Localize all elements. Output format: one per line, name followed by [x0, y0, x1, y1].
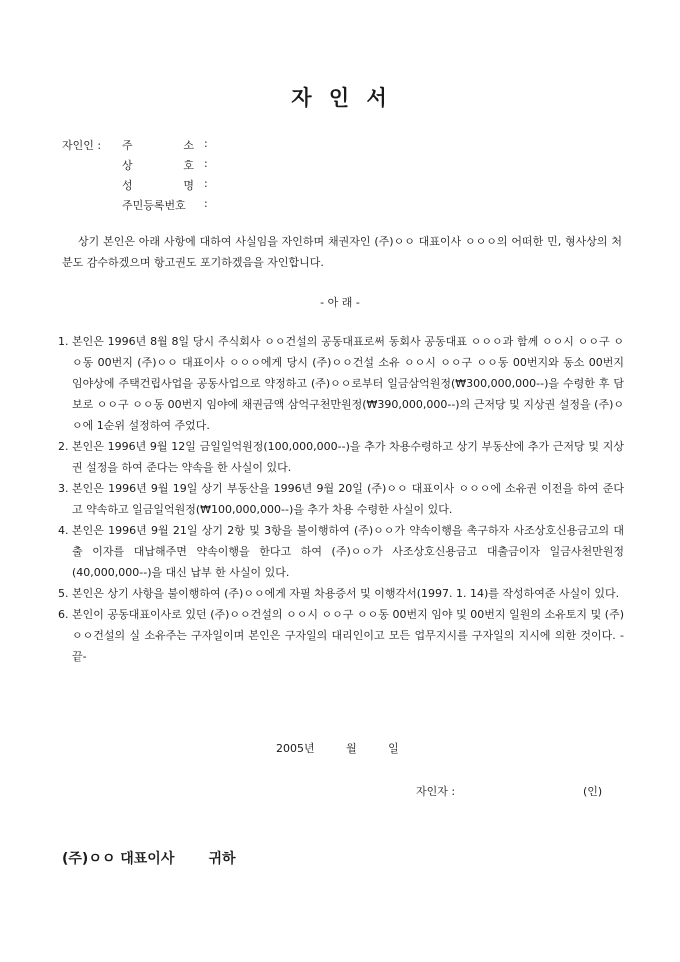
list-item [58, 331, 624, 436]
field-name-colon: : [204, 177, 208, 190]
item-text: 본인은 1996년 8월 8일 당시 주식회사 ㅇㅇ건설의 공동대표로써 동회사 공동대표 ㅇㅇㅇ과 함께 ㅇㅇ시 ㅇㅇ구 ㅇㅇ동 00번지 (주)ㅇㅇ 대표이사 ㅇㅇㅇ에게 당시 (주)ㅇㅇ건설 소유 ㅇㅇ시 ㅇㅇ구 ㅇㅇ동 00번지와 동소 00번지 임야상에 주택건립사업을 공동사업으로 약정하고 (주)ㅇㅇ로부터 일금삼억원정(₩300,000,000--)을 수령한 후 담보로 ㅇㅇ구 ㅇㅇ동 00번지 임야에 채권금액 삼억구천만원정(₩390,000,000--)의 근저당 및 지상권 설정을 (주)ㅇㅇ에 1순위 설정하여 주었다. [72, 335, 624, 432]
item-number: 5. [58, 587, 69, 600]
field-address-label: 주 소 [122, 139, 194, 152]
item-text: 본인은 1996년 9월 19일 상기 부동산을 1996년 9월 20일 (주)ㅇㅇ 대표이사 ㅇㅇㅇ에 소유권 이전을 하여 준다고 약속하고 일금일억원정(₩100,000,000--)을 추가 차용 수령한 사실이 있다. [72, 482, 624, 516]
list-item [58, 436, 624, 478]
item-number: 2. [58, 440, 69, 453]
list-item [58, 583, 624, 604]
date-line: 2005년 월 일 [276, 742, 399, 755]
field-resident-number-label: 주민등록번호 [122, 199, 186, 212]
list-item [58, 478, 624, 520]
field-resident-number-colon: : [204, 197, 208, 210]
signer-label: 자인자 : [416, 785, 456, 798]
statement-list [58, 331, 624, 667]
notice-heading: - 아 래 - [320, 296, 360, 309]
field-name-label: 성 명 [122, 179, 194, 192]
item-text: 본인은 1996년 9월 12일 금일일억원정(100,000,000--)을 추가 차용수령하고 상기 부동산에 추가 근저당 및 지상권 설정을 하여 준다는 약속을 한 사실이 있다. [72, 440, 624, 474]
item-text: 본인은 1996년 9월 21일 상기 2항 및 3항을 불이행하여 (주)ㅇㅇ가 약속이행을 촉구하자 사조상호신용금고의 대출 이자를 대납해주면 약속이행을 한다고 하여 (주)ㅇㅇ가 사조상호신용금고 대출금이자 일금사천만원정(40,000,000--)을 대신 납부 한 사실이 있다. [72, 524, 624, 579]
item-number: 3. [58, 482, 69, 495]
declarant-label: 자인인 : [62, 139, 102, 152]
field-address [122, 137, 208, 153]
field-business-name-label: 상 호 [122, 159, 194, 172]
list-item [58, 604, 624, 667]
field-business-name [122, 157, 208, 173]
field-resident-number [122, 197, 208, 213]
item-number: 6. [58, 608, 69, 621]
field-address-colon: : [204, 137, 208, 150]
addressee: (주)ㅇㅇ 대표이사 귀하 [62, 851, 236, 867]
field-name [122, 177, 208, 193]
item-number: 4. [58, 524, 69, 537]
document-title: 자 인 서 [291, 86, 389, 110]
item-number: 1. [58, 335, 69, 348]
seal-mark: (인) [583, 785, 603, 798]
list-item [58, 520, 624, 583]
item-text: 본인은 상기 사항을 불이행하여 (주)ㅇㅇ에게 자필 차용증서 및 이행각서(1997. 1. 14)를 작성하여준 사실이 있다. [72, 587, 620, 600]
item-text: 본인이 공동대표이사로 있던 (주)ㅇㅇ건설의 ㅇㅇ시 ㅇㅇ구 ㅇㅇ동 00번지 임야 및 00번지 일원의 소유토지 및 (주)ㅇㅇ건설의 실 소유주는 구자일이며 본인은 구자일의 대리인이고 모든 업무지시를 구자일의 지시에 의한 것이다. -끝- [72, 608, 624, 663]
field-business-name-colon: : [204, 157, 208, 170]
intro-paragraph: 상기 본인은 아래 사항에 대하여 사실임을 자인하며 채권자인 (주)ㅇㅇ 대표이사 ㅇㅇㅇ의 어떠한 민, 형사상의 처분도 감수하겠으며 항고권도 포기하겠음을 자인합니다. [62, 235, 622, 269]
